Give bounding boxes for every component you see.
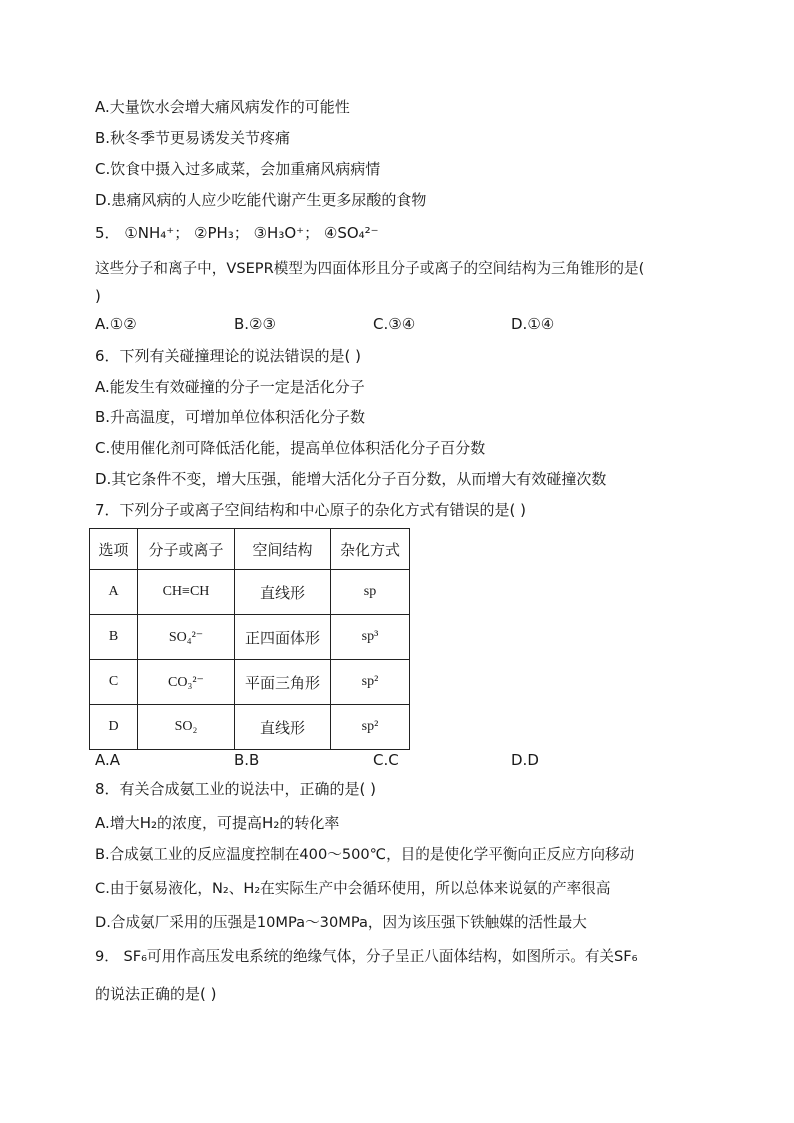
q6-option-b: B.升高温度，可增加单位体积活化分子数 [95, 408, 366, 426]
table-cell: 直线形 [235, 570, 331, 615]
q4-option-c: C.饮食中摄入过多咸菜，会加重痛风病病情 [95, 160, 381, 178]
q8-option-d: D.合成氨厂采用的压强是10MPa～30MPa，因为该压强下铁触媒的活性最大 [95, 914, 587, 931]
q7-table [89, 528, 410, 750]
q7-option-d: D.D [511, 751, 539, 769]
table-row [90, 705, 410, 750]
q6-option-d: D.其它条件不变，增大压强，能增大活化分子百分数，从而增大有效碰撞次数 [95, 470, 607, 488]
q6-stem: 6．下列有关碰撞理论的说法错误的是( ) [95, 347, 362, 365]
table-cell: 正四面体形 [235, 615, 331, 660]
q5-sep-1: ； [174, 224, 190, 242]
q7-option-a: A.A [95, 751, 121, 769]
q7-option-b: B.B [234, 751, 260, 769]
q5-option-c: C.③④ [373, 315, 416, 333]
q5-stem-end: ) [95, 287, 101, 305]
q5-species-2: ②PH₃ [194, 224, 234, 242]
q8-option-c: C.由于氨易液化，N₂、H₂在实际生产中会循环使用，所以总体来说氨的产率很高 [95, 880, 611, 897]
table-header: 分子或离子 [138, 529, 235, 570]
q8-option-a: A.增大H₂的浓度，可提高H₂的转化率 [95, 814, 340, 832]
table-cell: sp³ [331, 615, 410, 660]
table-cell: B [90, 615, 138, 660]
q5-option-b: B.②③ [234, 315, 276, 333]
table-cell: 平面三角形 [235, 660, 331, 705]
q5-option-a: A.①② [95, 315, 137, 333]
table-row [90, 660, 410, 705]
q5-species-1: ①NH₄⁺ [124, 224, 175, 242]
q5-number: 5． [95, 224, 120, 242]
table-cell: D [90, 705, 138, 750]
table-row [90, 570, 410, 615]
table-cell: 直线形 [235, 705, 331, 750]
table-cell: SO₂ [138, 705, 235, 750]
table-cell: CO₃²⁻ [138, 660, 235, 705]
table-row [90, 615, 410, 660]
q5-species-3: ③H₃O⁺ [253, 224, 305, 242]
q6-option-c: C.使用催化剂可降低活化能，提高单位体积活化分子百分数 [95, 439, 486, 457]
q5-options [95, 314, 695, 334]
q7-stem: 7．下列分子或离子空间结构和中心原子的杂化方式有错误的是( ) [95, 501, 527, 519]
q4-option-a: A.大量饮水会增大痛风病发作的可能性 [95, 98, 350, 116]
q5-species-line [95, 223, 379, 243]
q5-sep-2: ； [233, 224, 249, 242]
q4-option-d: D.患痛风病的人应少吃能代谢产生更多尿酸的食物 [95, 191, 427, 209]
q4-option-b: B.秋冬季节更易诱发关节疼痛 [95, 129, 291, 147]
q8-option-b: B.合成氨工业的反应温度控制在400～500℃，目的是使化学平衡向正反应方向移动 [95, 846, 635, 863]
table-cell: A [90, 570, 138, 615]
table-header: 空间结构 [235, 529, 331, 570]
table-header: 杂化方式 [331, 529, 410, 570]
q5-stem: 这些分子和离子中，VSEPR模型为四面体形且分子或离子的空间结构为三角锥形的是( [95, 260, 645, 277]
q8-stem: 8．有关合成氨工业的说法中，正确的是( ) [95, 780, 377, 798]
table-header-row [90, 529, 410, 570]
q5-option-d: D.①④ [511, 315, 555, 333]
table-cell: SO₄²⁻ [138, 615, 235, 660]
table-cell: sp² [331, 660, 410, 705]
table-cell: CH≡CH [138, 570, 235, 615]
q9-stem: 9． SF₆可用作高压发电系统的绝缘气体，分子呈正八面体结构，如图所示。有关SF₆ [95, 948, 638, 965]
q9-stem-end: 的说法正确的是( ) [95, 985, 217, 1003]
table-header: 选项 [90, 529, 138, 570]
q7-option-c: C.C [373, 751, 399, 769]
table-cell: sp [331, 570, 410, 615]
q6-option-a: A.能发生有效碰撞的分子一定是活化分子 [95, 378, 365, 396]
q7-options [95, 750, 695, 770]
q5-sep-3: ； [304, 224, 320, 242]
table-cell: C [90, 660, 138, 705]
q5-species-4: ④SO₄²⁻ [323, 224, 379, 242]
table-cell: sp² [331, 705, 410, 750]
